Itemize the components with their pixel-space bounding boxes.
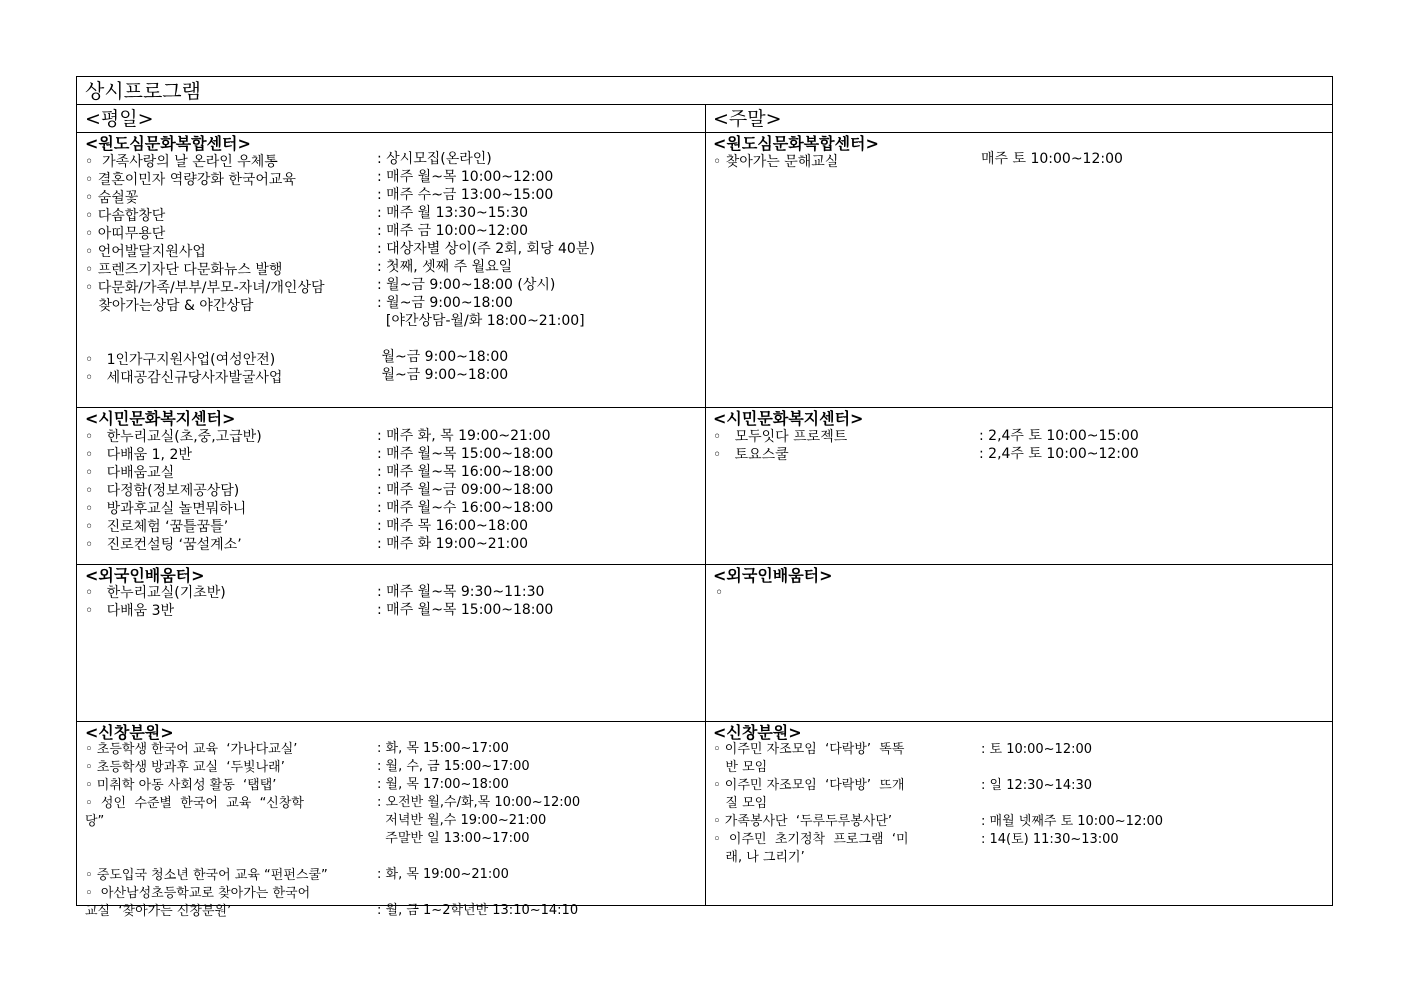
program-item: ◦ 다정함(정보제공상담): [85, 483, 240, 499]
program-item: ◦ 다솜합창단: [85, 208, 166, 224]
schedule-time: 월~금 9:00~18:00: [377, 349, 509, 365]
schedule-time: : 매주 월~금 09:00~18:00: [377, 482, 554, 498]
schedule-time: : 월~금 9:00~18:00: [377, 295, 513, 311]
program-item: ◦ 토요스쿨: [713, 447, 789, 463]
weekday-section-title: <시민문화복지센터>: [85, 409, 236, 428]
divider: [77, 721, 1332, 722]
schedule-time: [981, 795, 1163, 813]
schedule-time: 매주 토 10:00~12:00: [981, 151, 1123, 167]
program-item: ◦ 언어발달지원사업: [85, 244, 206, 260]
weekday-time-list: [377, 583, 553, 619]
schedule-time: 월~금 9:00~18:00: [377, 367, 509, 383]
weekend-program-list: [713, 741, 909, 867]
program-item: ◦ 프렌즈기자단 다문화뉴스 발행: [85, 262, 283, 278]
schedule-time: 저녁반 월,수 19:00~21:00: [377, 813, 547, 828]
program-item: [85, 849, 328, 867]
schedule-time: : 대상자별 상이(주 2회, 회당 40분): [377, 241, 595, 257]
program-item: ◦ 중도입국 청소년 한국어 교육 “펀펀스쿨”: [85, 868, 328, 883]
program-item: ◦ 한누리교실(초,중,고급반): [85, 429, 262, 445]
weekend-program-list: [713, 153, 838, 171]
program-table: [76, 76, 1333, 919]
program-item: ◦ 1인가구지원사업(여성안전): [85, 352, 276, 368]
program-item: 찾아가는상담 & 야간상담: [85, 298, 254, 314]
schedule-time: : 매주 월~목 16:00~18:00: [377, 464, 554, 480]
page-title: 상시프로그램: [85, 79, 201, 103]
schedule-time: : 매주 월~목 9:30~11:30: [377, 584, 545, 600]
program-item: ◦: [715, 585, 724, 601]
schedule-time: : 일 12:30~14:30: [981, 778, 1093, 793]
weekend-time-list: [981, 150, 1123, 168]
schedule-time: : 월, 목 17:00~18:00: [377, 777, 509, 792]
weekend-header: <주말>: [713, 108, 782, 130]
schedule-time: : 2,4주 토 10:00~15:00: [979, 428, 1139, 444]
schedule-time: : 첫째, 셋째 주 월요일: [377, 259, 513, 275]
schedule-time: : 매주 화, 목 19:00~21:00: [377, 428, 551, 444]
schedule-time: [377, 330, 595, 348]
program-item: ◦ 미취학 아동 사회성 활동 ‘탭탭’: [85, 778, 277, 793]
schedule-time: : 14(토) 11:30~13:00: [981, 832, 1119, 847]
schedule-time: : 월, 수, 금 15:00~17:00: [377, 759, 530, 774]
schedule-time: : 상시모집(온라인): [377, 151, 492, 167]
program-item: 질 모임: [713, 796, 768, 811]
program-item: ◦ 진로체험 ‘꿈틀꿈틀’: [85, 519, 229, 535]
schedule-time: 주말반 일 13:00~17:00: [377, 831, 530, 846]
schedule-time: : 매주 월~목 10:00~12:00: [377, 169, 554, 185]
schedule-time: [981, 849, 1163, 867]
program-item: 당”: [85, 814, 105, 829]
schedule-time: : 매주 목 16:00~18:00: [377, 518, 529, 534]
schedule-time: : 토 10:00~12:00: [981, 742, 1093, 757]
program-item: ◦ 이주민 자조모임 ‘다락방’ 똑똑: [713, 742, 905, 757]
schedule-time: : 월~금 9:00~18:00 (상시): [377, 277, 556, 293]
program-item: ◦ 초등학생 방과후 교실 ‘두빛나래’: [85, 760, 285, 775]
schedule-time: : 월, 금 1~2학년반 13:10~14:10: [377, 903, 579, 918]
weekday-time-list: [377, 740, 580, 920]
schedule-time: [야간상담-월/화 18:00~21:00]: [377, 313, 585, 329]
program-item: ◦ 모두잇다 프로젝트: [713, 429, 848, 445]
program-item: ◦ 성인 수준별 한국어 교육 “신창학: [85, 796, 304, 811]
column-divider: [705, 105, 706, 905]
weekday-program-list: [85, 153, 325, 387]
program-item: ◦ 이주민 자조모임 ‘다락방’ 뜨개: [713, 778, 905, 793]
program-item: 반 모임: [713, 760, 768, 775]
schedule-time: : 매주 월~목 15:00~18:00: [377, 602, 554, 618]
program-item: ◦ 아띠무용단: [85, 226, 166, 242]
schedule-time: [981, 759, 1163, 777]
program-item: ◦ 결혼이민자 역량강화 한국어교육: [85, 172, 296, 188]
program-item: [85, 831, 328, 849]
program-item: ◦ 한누리교실(기초반): [85, 585, 226, 601]
weekend-time-list: [981, 741, 1163, 867]
program-item: ◦ 다배움 3반: [85, 603, 175, 619]
program-item: ◦ 아산남성초등학교로 찾아가는 한국어: [85, 886, 311, 901]
weekend-section-title: <원도심문화복합센터>: [713, 134, 879, 153]
weekend-program-list: [713, 428, 847, 464]
program-item: ◦ 이주민 초기정착 프로그램 ‘미: [713, 832, 909, 847]
program-item: ◦ 숨쉴꽃: [85, 190, 139, 206]
schedule-time: : 매주 금 10:00~12:00: [377, 223, 529, 239]
weekend-section-title: <신창분원>: [713, 723, 802, 742]
weekday-section-title: <원도심문화복합센터>: [85, 134, 251, 153]
schedule-time: : 매주 수~금 13:00~15:00: [377, 187, 554, 203]
weekday-section-title: <신창분원>: [85, 723, 174, 742]
program-item: ◦ 방과후교실 놀면뭐하니: [85, 501, 247, 517]
schedule-time: : 매주 월 13:30~15:30: [377, 205, 529, 221]
program-item: ◦ 진로컨설팅 ‘꿈설계소’: [85, 537, 242, 553]
schedule-time: : 화, 목 15:00~17:00: [377, 741, 509, 756]
schedule-time: : 화, 목 19:00~21:00: [377, 867, 509, 882]
schedule-time: [377, 848, 580, 866]
program-item: ◦ 다문화/가족/부부/부모-자녀/개인상담: [85, 280, 325, 296]
weekday-time-list: [377, 150, 595, 384]
schedule-time: : 매월 넷째주 토 10:00~12:00: [981, 814, 1164, 829]
program-item: ◦ 가족봉사단 ‘두루두루봉사단’: [713, 814, 893, 829]
program-item: ◦ 초등학생 한국어 교육 ‘가나다교실’: [85, 742, 298, 757]
schedule-time: : 2,4주 토 10:00~12:00: [979, 446, 1139, 462]
program-item: 교실 ‘찾아가는 신창분원’: [85, 904, 232, 919]
weekday-time-list: [377, 427, 553, 553]
schedule-time: : 매주 월~목 15:00~18:00: [377, 446, 554, 462]
weekday-header: <평일>: [85, 108, 154, 130]
weekend-time-list: [979, 427, 1139, 463]
weekend-section-title: <시민문화복지센터>: [713, 409, 864, 428]
program-item: ◦ 다배움 1, 2반: [85, 447, 192, 463]
program-item: 래, 나 그리기’: [713, 850, 805, 865]
program-item: ◦ 다배움교실: [85, 465, 175, 481]
program-item: ◦ 세대공감신규당사자발굴사업: [85, 370, 283, 386]
program-item: [85, 315, 325, 333]
schedule-time: : 오전반 월,수/화,목 10:00~12:00: [377, 795, 581, 810]
schedule-time: : 매주 화 19:00~21:00: [377, 536, 529, 552]
program-item: [85, 333, 325, 351]
weekday-program-list: [85, 584, 226, 620]
weekend-section-title: <외국인배움터>: [713, 566, 833, 585]
schedule-time: [377, 884, 580, 902]
weekend-program-list: [715, 584, 723, 602]
weekday-program-list: [85, 428, 262, 554]
divider: [77, 564, 1332, 565]
program-item: ◦ 가족사랑의 날 온라인 우체통: [85, 154, 278, 170]
divider: [77, 407, 1332, 408]
schedule-time: : 매주 월~수 16:00~18:00: [377, 500, 554, 516]
program-item: ◦ 찾아가는 문해교실: [713, 154, 839, 170]
weekday-program-list: [85, 741, 328, 921]
weekday-section-title: <외국인배움터>: [85, 566, 205, 585]
